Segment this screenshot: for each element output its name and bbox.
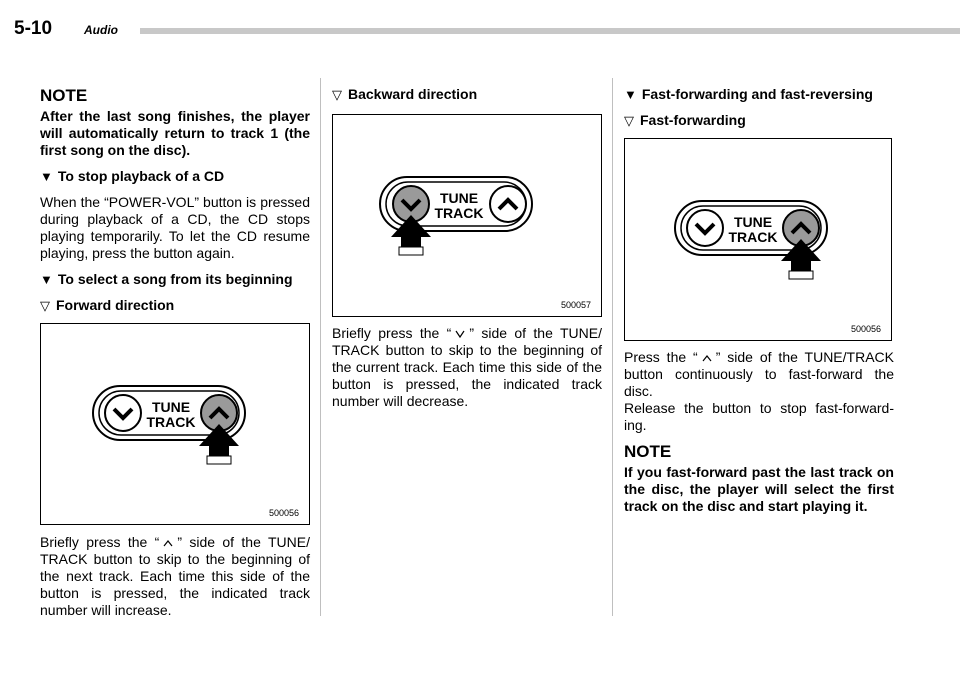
stop-playback-text: When the “POWER-VOL” button is pressed during playback of a CD, the CD stops playing temporarily. To let the CD resume playing, press the button again. (40, 194, 310, 261)
up-button (490, 186, 526, 222)
column-divider (320, 78, 321, 616)
backward-direction-heading: ▽ Backward direction (332, 86, 478, 102)
note-text: After the last song finishes, the player will automatically return to track 1 (the first song on the disc). (40, 108, 310, 158)
stop-playback-heading: ▼ To stop playback of a CD (40, 168, 225, 184)
column-1 (40, 86, 310, 619)
column-divider (612, 78, 613, 616)
fast-forward-reverse-heading: ▼ Fast-forwarding and fast-reversing (624, 86, 873, 102)
fig-label-tune: TUNE (151, 399, 191, 415)
fig-label-tune: TUNE (733, 214, 773, 230)
select-song-heading: ▼ To select a song from its beginning (40, 271, 293, 287)
tune-track-figure-backward (332, 114, 602, 317)
tune-track-button-illustration (41, 324, 309, 524)
section-bullet-icon: ▼ (40, 169, 53, 184)
up-chevron-glyph-icon (162, 538, 174, 548)
subsection-bullet-icon: ▽ (332, 87, 342, 102)
fig-label-track: TRACK (434, 205, 484, 221)
forward-direction-heading: ▽ Forward direction (40, 297, 175, 313)
up-chevron-glyph-icon (701, 353, 713, 363)
release-text: Release the button to stop fast-forward- ing. (624, 400, 894, 433)
note-heading: NOTE (40, 86, 88, 105)
figure-code: 500057 (560, 300, 591, 310)
figure-code: 500056 (268, 508, 299, 518)
tune-track-figure-forward (40, 323, 310, 525)
page-number: 5-10 (14, 18, 53, 39)
section-bullet-icon: ▼ (624, 87, 637, 102)
fast-forwarding-heading: ▽ Fast-forwarding (624, 112, 746, 128)
fig-label-tune: TUNE (439, 190, 479, 206)
section-title: Audio (84, 23, 118, 37)
tune-track-figure-fastforward (624, 138, 892, 341)
down-chevron-glyph-icon (454, 329, 466, 339)
forward-instruction-text: Briefly press the “ ” side of the TUNE/ TRACK button to skip to the beginning of the next track. Each time this side of the button is pressed, the indicated track number will increase. (40, 534, 310, 618)
fig-label-track: TRACK (728, 229, 778, 245)
down-button (105, 395, 141, 431)
subsection-bullet-icon: ▽ (40, 298, 50, 313)
column-2 (332, 86, 602, 410)
down-button (687, 210, 723, 246)
figure-code: 500056 (850, 324, 881, 334)
section-bullet-icon: ▼ (40, 272, 53, 287)
note-heading: NOTE (624, 442, 672, 461)
note-text: If you fast-forward past the last track on the disc, the player will select the first track on the disc and start playing it. (624, 464, 894, 514)
subsection-bullet-icon: ▽ (624, 113, 634, 128)
fastforward-instruction-text: Press the “ ” side of the TUNE/TRACK button continuously to fast-forward the disc. (624, 349, 894, 399)
tune-track-button-illustration (333, 115, 601, 316)
fig-label-track: TRACK (146, 414, 196, 430)
column-3 (624, 86, 894, 515)
header-rule (140, 28, 960, 34)
tune-track-button-illustration (625, 139, 891, 340)
backward-instruction-text: Briefly press the “ ” side of the TUNE/ TRACK button to skip to the beginning of the current track. Each time this side of the button is pressed, the indicated track number will decrease. (332, 325, 602, 409)
page-header (14, 18, 944, 42)
